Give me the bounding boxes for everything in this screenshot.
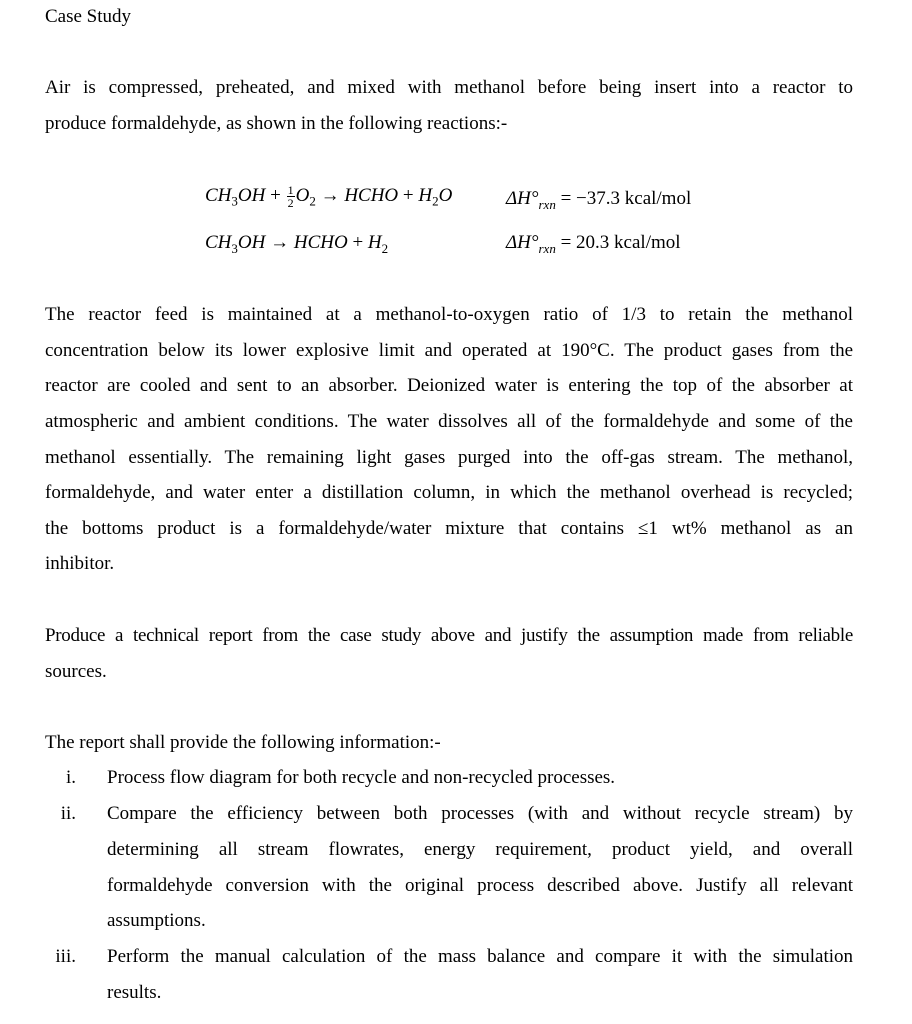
task-line: sources. — [45, 661, 107, 682]
report-intro: The report shall provide the following information:- — [45, 732, 441, 753]
paragraph-line: atmospheric and ambient conditions. The water dissolves all of the formaldehyde and some of the — [45, 411, 853, 432]
paragraph-line: The reactor feed is maintained at a methanol-to-oxygen ratio of 1/3 to retain the methanol — [45, 304, 853, 325]
reaction-enthalpy: $\Delta H^\circ_{rxn} = 20.3$ kcal/mol — [506, 232, 681, 256]
paragraph-line: concentration below its lower explosive limit and operated at 190°C. The product gases from the — [45, 340, 853, 361]
list-item: results. — [107, 982, 162, 1003]
list-item: determining all stream flowrates, energy requirement, product yield, and overall — [107, 839, 853, 860]
list-item: assumptions. — [107, 910, 206, 931]
list-marker: i. — [65, 767, 76, 788]
list-marker: iii. — [55, 946, 76, 967]
paragraph-line: methanol essentially. The remaining light gases purged into the off-gas stream. The methanol, — [45, 447, 853, 468]
intro-line: produce formaldehyde, as shown in the following reactions:- — [45, 113, 508, 134]
list-item: Process flow diagram for both recycle and non-recycled processes. — [107, 767, 616, 788]
reaction-equation: $CH_3OH$ → HCHO + $H_2$ — [205, 232, 389, 256]
list-item: formaldehyde conversion with the original process described above. Justify all relevant — [107, 875, 853, 896]
paragraph-line: reactor are cooled and sent to an absorber. Deionized water is entering the top of the absorber at — [45, 375, 853, 396]
fraction: $\frac{1}{2}$ — [287, 183, 294, 210]
list-item: Perform the manual calculation of the mass balance and compare it with the simulation — [107, 946, 853, 967]
reaction-enthalpy: $\Delta H^\circ_{rxn} = -37.3$ kcal/mol — [506, 188, 692, 212]
list-item: Compare the efficiency between both processes (with and without recycle stream) by — [107, 803, 853, 824]
list-marker: ii. — [60, 803, 76, 824]
intro-line: Air is compressed, preheated, and mixed with methanol before being insert into a reactor to — [45, 77, 853, 98]
page-heading: Case Study — [45, 6, 132, 27]
reaction-equation: $CH_3OH$ + $\frac{1}{2}$ $O_2$ → HCHO + $H_2O$ — [205, 183, 453, 210]
task-line: Produce a technical report from the case study above and justify the assumption made from reliable — [45, 625, 853, 646]
paragraph-line: inhibitor. — [45, 553, 115, 574]
paragraph-line: formaldehyde, and water enter a distillation column, in which the methanol overhead is recycled; — [45, 482, 853, 503]
paragraph-line: the bottoms product is a formaldehyde/water mixture that contains ≤1 wt% methanol as an — [45, 518, 853, 539]
